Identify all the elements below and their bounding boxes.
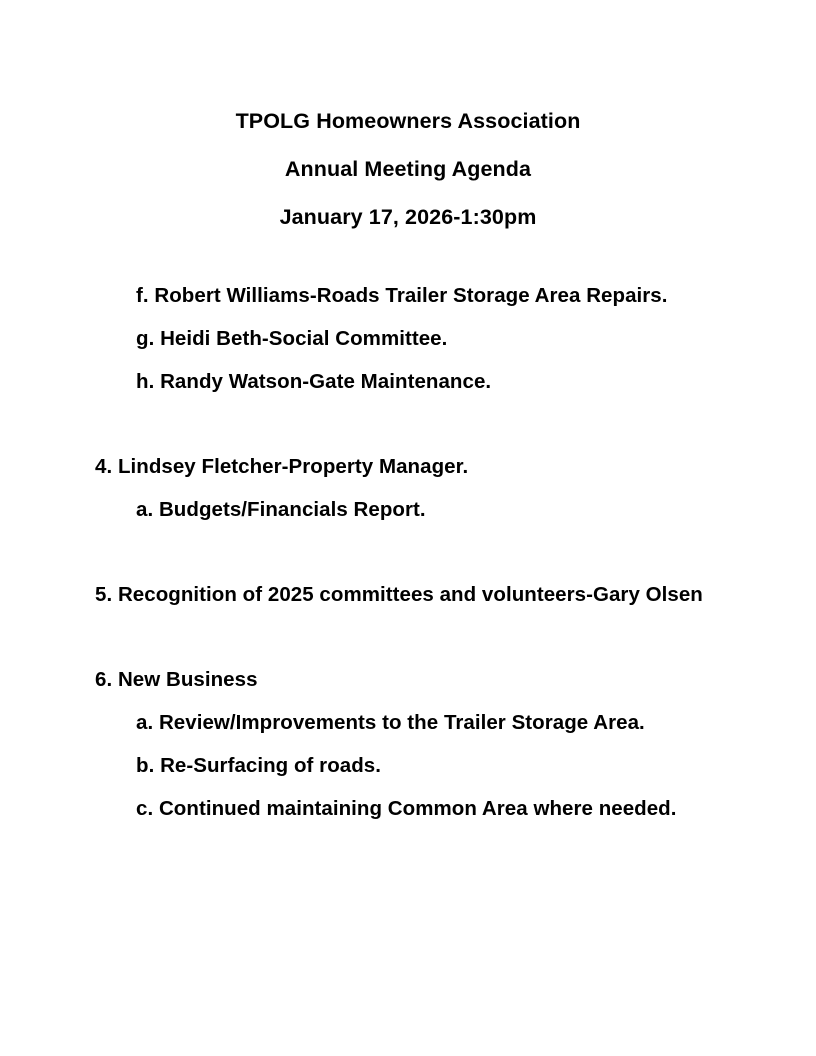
agenda-item-6a: a. Review/Improvements to the Trailer Storage Area. xyxy=(136,711,645,734)
organization-title: TPOLG Homeowners Association xyxy=(235,109,581,133)
agenda-item-f: f. Robert Williams-Roads Trailer Storage Area Repairs. xyxy=(136,284,668,307)
agenda-item-6b: b. Re-Surfacing of roads. xyxy=(136,754,381,777)
meeting-datetime: January 17, 2026-1:30pm xyxy=(279,205,537,229)
agenda-item-g: g. Heidi Beth-Social Committee. xyxy=(136,327,448,350)
agenda-list xyxy=(0,274,816,830)
agenda-item-4a: a. Budgets/Financials Report. xyxy=(136,498,426,521)
document-subtitle: Annual Meeting Agenda xyxy=(284,157,532,181)
agenda-item-6c: c. Continued maintaining Common Area where needed. xyxy=(136,797,677,820)
agenda-item-4: 4. Lindsey Fletcher-Property Manager. xyxy=(95,455,469,478)
document-header xyxy=(0,97,816,241)
agenda-item-6: 6. New Business xyxy=(95,668,258,691)
agenda-item-h: h. Randy Watson-Gate Maintenance. xyxy=(136,370,492,393)
agenda-item-5: 5. Recognition of 2025 committees and volunteers-Gary Olsen xyxy=(95,583,703,606)
